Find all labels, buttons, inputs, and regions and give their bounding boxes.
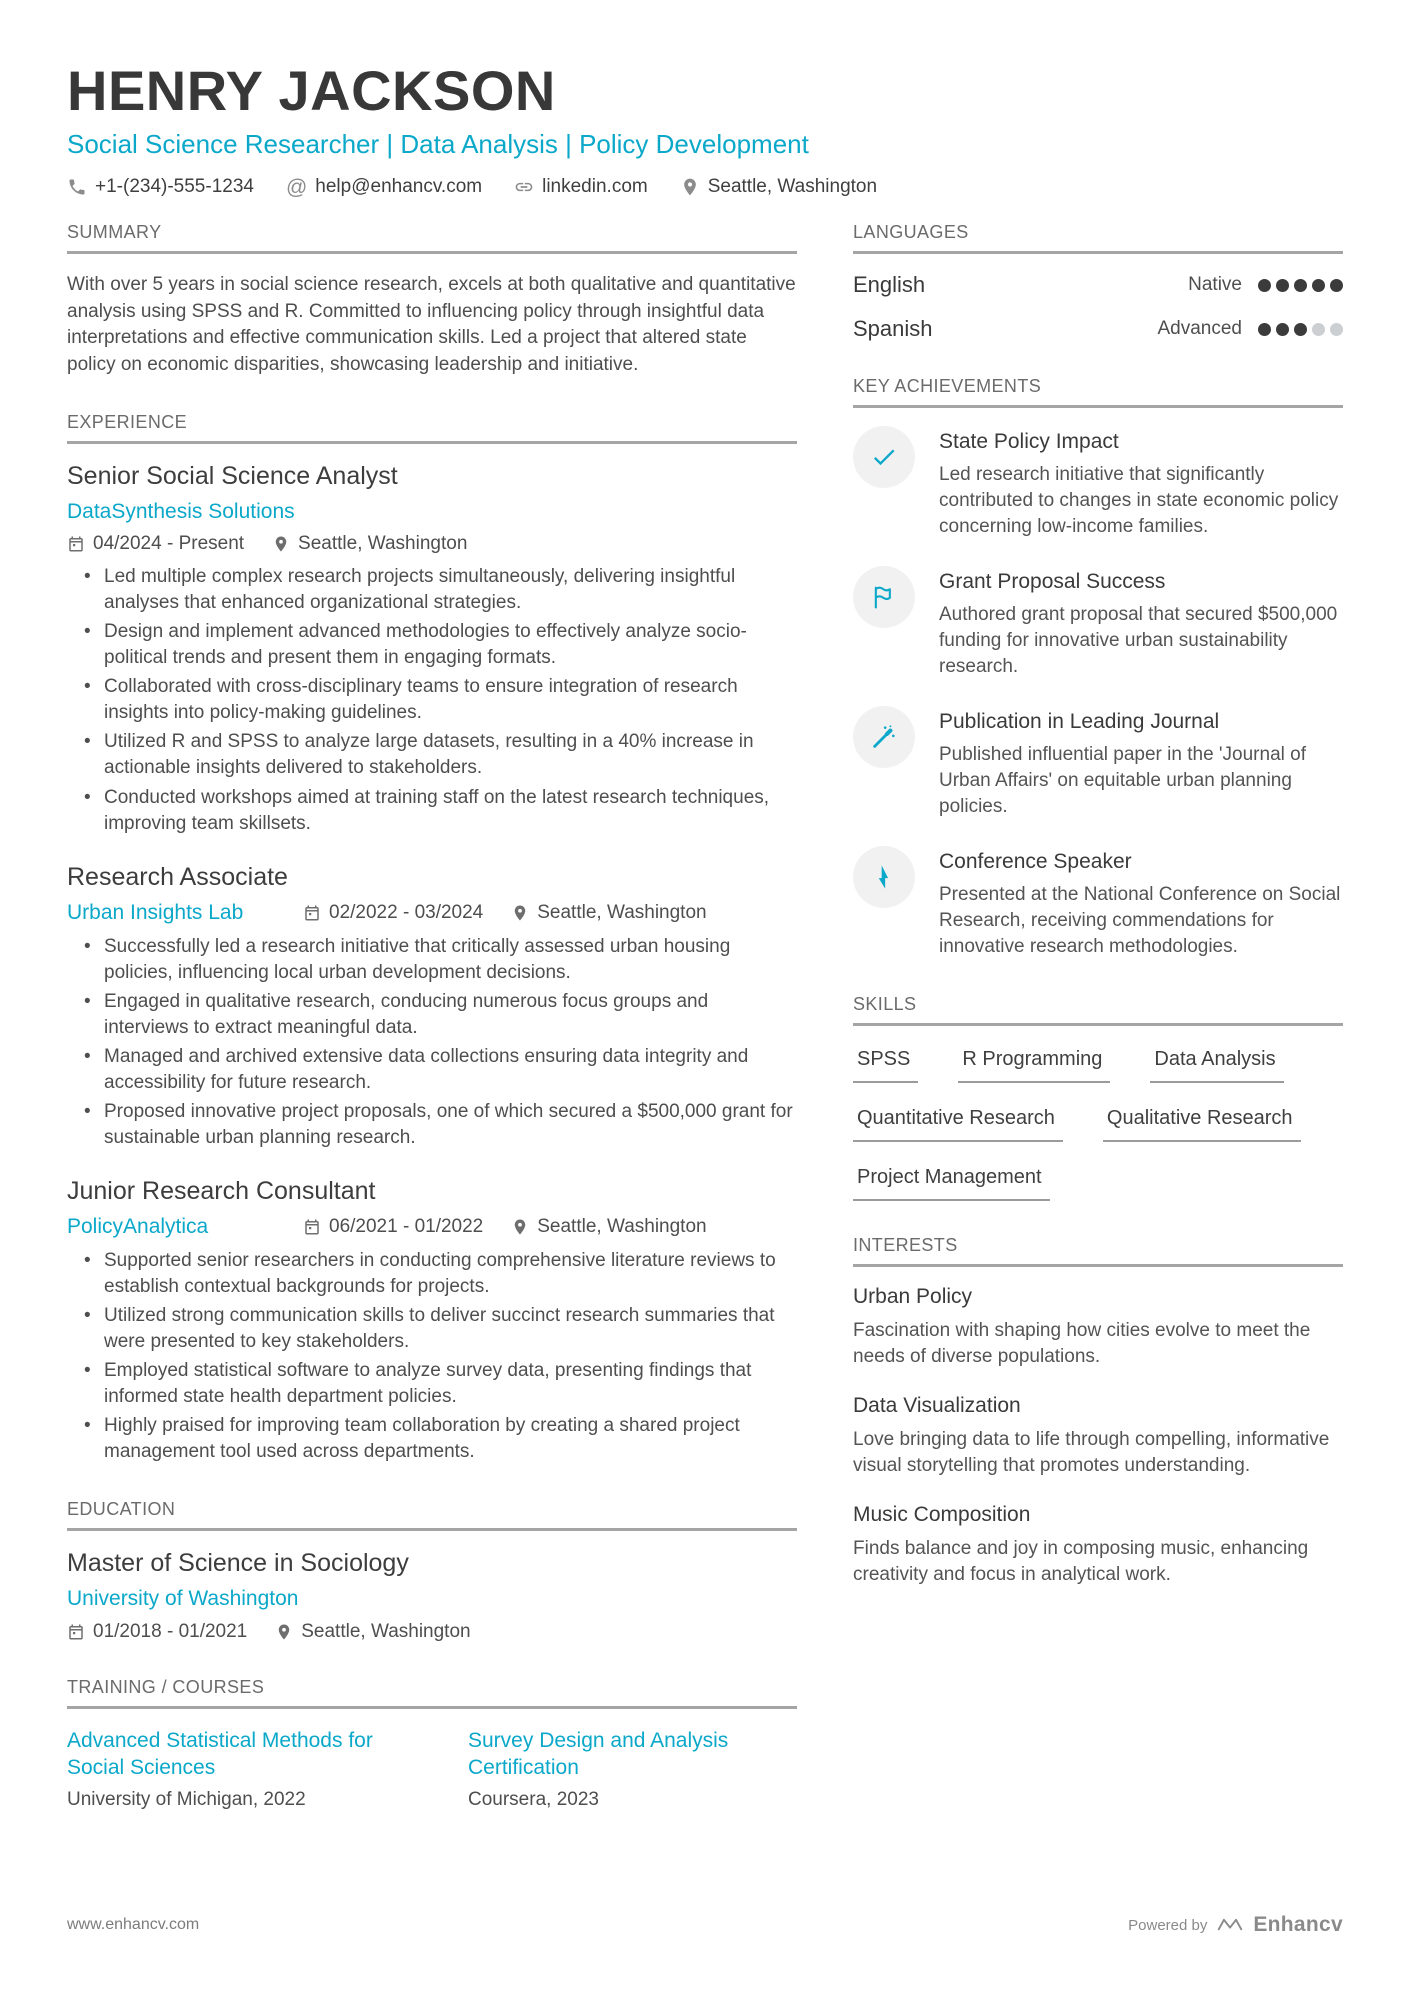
school-name: University of Washington (67, 1586, 299, 1610)
phone-number: +1-(234)-555-1234 (95, 176, 254, 197)
skill-item: Qualitative Research (1103, 1107, 1301, 1142)
powered-by[interactable] (1128, 1913, 1343, 1937)
skill-item: Data Analysis (1150, 1048, 1283, 1083)
course-item (67, 1727, 396, 1812)
at-icon: @ (285, 175, 308, 199)
interest-text: Finds balance and joy in composing music, enhancing creativity and focus in analytical work. (853, 1538, 1309, 1586)
experience-heading: EXPERIENCE (67, 412, 797, 444)
language-name: English (853, 272, 926, 297)
job-meta-row (67, 901, 797, 925)
email-address: help@enhancv.com (315, 176, 483, 197)
link-icon (514, 177, 534, 197)
education-section (67, 1499, 797, 1643)
achievement-text: Presented at the National Conference on Social Research, receiving commendations for innovative research methodologies. (939, 884, 1341, 958)
training-section (67, 1677, 797, 1812)
skill-list (853, 1044, 1343, 1201)
job-entry (67, 863, 797, 1151)
interest-text: Love bringing data to life through compelling, informative visual storytelling that promotes understanding. (853, 1429, 1330, 1477)
training-heading: TRAINING / COURSES (67, 1677, 797, 1709)
location-pin-icon (272, 535, 290, 553)
achievement-item (853, 706, 1343, 820)
course-provider: University of Michigan, 2022 (67, 1789, 306, 1811)
experience-section (67, 412, 797, 1464)
calendar-icon (67, 535, 85, 553)
job-bullets (67, 564, 797, 836)
course-list (67, 1727, 797, 1812)
left-column (67, 222, 797, 1845)
skills-section (853, 994, 1343, 1201)
job-bullets (67, 934, 797, 1151)
bolt-icon (870, 863, 898, 891)
contact-row (67, 176, 1343, 198)
summary-heading: SUMMARY (67, 222, 797, 254)
job-dates: 06/2021 - 01/2022 (303, 1216, 483, 1238)
language-row (853, 316, 1343, 342)
calendar-icon (303, 904, 321, 922)
skills-heading: SKILLS (853, 994, 1343, 1026)
interests-heading: INTERESTS (853, 1235, 1343, 1267)
job-dates: 04/2024 - Present (67, 533, 244, 555)
interest-item (853, 1503, 1343, 1588)
bullet-item: • Engaged in qualitative research, conducing numerous focus groups and interviews to extract meaningful data. (67, 989, 797, 1041)
languages-heading: LANGUAGES (853, 222, 1343, 254)
job-meta (67, 533, 797, 555)
interest-text: Fascination with shaping how cities evolve to meet the needs of diverse populations. (853, 1320, 1311, 1368)
location-contact (680, 176, 877, 198)
bullet-item: • Utilized R and SPSS to analyze large datasets, resulting in a 40% increase in actionable insights delivered to stakeholders. (67, 729, 797, 781)
bullet-item: • Conducted workshops aimed at training staff on the latest research techniques, improving team skillsets. (67, 785, 797, 837)
job-title: Junior Research Consultant (67, 1176, 376, 1205)
linkedin-url: linkedin.com (542, 176, 648, 197)
job-location: Seattle, Washington (272, 533, 467, 555)
bullet-item: • Highly praised for improving team collaboration by creating a shared project management tool used across departments. (67, 1413, 797, 1465)
interest-title: Music Composition (853, 1503, 1031, 1527)
bullet-item: • Employed statistical software to analyze survey data, presenting findings that informed state health department policies. (67, 1358, 797, 1410)
right-column (853, 222, 1343, 1845)
language-row (853, 272, 1343, 298)
location-pin-icon (511, 1218, 529, 1236)
bullet-item: • Supported senior researchers in conducting comprehensive literature reviews to establish contextual backgrounds for projects. (67, 1248, 797, 1300)
course-provider: Coursera, 2023 (468, 1789, 599, 1811)
achievement-item (853, 566, 1343, 680)
phone-icon (67, 177, 87, 197)
calendar-icon (67, 1623, 85, 1641)
languages-section (853, 222, 1343, 342)
language-level: Native (1188, 274, 1242, 295)
education-location: Seattle, Washington (275, 1621, 470, 1643)
education-dates: 01/2018 - 01/2021 (67, 1621, 247, 1643)
job-meta-row (67, 1215, 797, 1239)
achievement-item (853, 426, 1343, 540)
summary-text: With over 5 years in social science research, excels at both qualitative and quantitative analysis using SPSS and R. Committed to influencing policy through insightful data interpretations and effective communication skills. Led a project that altered state policy on economic disparities, showcasing leadership and initiative. (67, 274, 796, 375)
enhancv-site-link[interactable]: www.enhancv.com (67, 1916, 200, 1933)
headline: Social Science Researcher | Data Analysis | Policy Development (67, 129, 809, 159)
achievements-heading: KEY ACHIEVEMENTS (853, 376, 1343, 408)
check-icon (870, 443, 898, 471)
job-entry (67, 462, 797, 836)
bullet-item: • Proposed innovative project proposals, one of which secured a $500,000 grant for sustainable urban planning research. (67, 1099, 797, 1151)
bullet-item: • Successfully led a research initiative that critically assessed urban housing policies, influencing local urban development decisions. (67, 934, 797, 986)
achievement-title: Grant Proposal Success (939, 570, 1166, 594)
job-title: Senior Social Science Analyst (67, 462, 398, 491)
two-column-layout (67, 222, 1343, 1845)
proficiency-dots (1258, 279, 1343, 292)
resume-header (67, 58, 1343, 198)
education-meta (67, 1621, 797, 1643)
summary-section (67, 222, 797, 378)
achievement-title: Publication in Leading Journal (939, 710, 1220, 734)
achievements-section (853, 376, 1343, 960)
bullet-item: • Managed and archived extensive data collections ensuring data integrity and accessibility for future research. (67, 1044, 797, 1096)
course-title: Advanced Statistical Methods for Social Sciences (67, 1728, 373, 1780)
job-title: Research Associate (67, 862, 288, 891)
wand-icon (870, 723, 898, 751)
skill-item: R Programming (958, 1048, 1110, 1083)
achievement-text: Authored grant proposal that secured $500,000 funding for innovative urban sustainability research. (939, 604, 1338, 678)
interest-title: Data Visualization (853, 1394, 1021, 1418)
skill-item: Project Management (853, 1166, 1050, 1201)
phone-contact[interactable] (67, 176, 254, 198)
page-footer (67, 1913, 1343, 1937)
interest-item (853, 1285, 1343, 1370)
job-dates: 02/2022 - 03/2024 (303, 902, 483, 924)
powered-by-label: Powered by (1128, 1916, 1208, 1934)
linkedin-contact[interactable] (514, 176, 648, 198)
bullet-item: • Design and implement advanced methodologies to effectively analyze socio-political trends and present them in engaging formats. (67, 619, 797, 671)
skill-item: SPSS (853, 1048, 918, 1083)
achievement-text: Led research initiative that significantly contributed to changes in state economic policy concerning low-income families. (939, 464, 1339, 538)
degree-title: Master of Science in Sociology (67, 1548, 409, 1577)
location-pin-icon (275, 1623, 293, 1641)
achievement-text: Published influential paper in the 'Journal of Urban Affairs' on equitable urban planning policies. (939, 744, 1306, 818)
course-title: Survey Design and Analysis Certification (468, 1728, 729, 1780)
company-name: Urban Insights Lab (67, 900, 244, 924)
course-item (468, 1727, 797, 1812)
job-bullets (67, 1248, 797, 1465)
enhancv-logo-icon (1217, 1916, 1243, 1934)
skill-item: Quantitative Research (853, 1107, 1063, 1142)
interest-title: Urban Policy (853, 1285, 973, 1309)
job-entry (67, 1177, 797, 1465)
location-text: Seattle, Washington (707, 176, 878, 197)
bullet-item: • Led multiple complex research projects simultaneously, delivering insightful analyses that enhanced organizational strategies. (67, 564, 797, 616)
interest-item (853, 1394, 1343, 1479)
location-pin-icon (511, 904, 529, 922)
language-name: Spanish (853, 316, 933, 341)
company-name: PolicyAnalytica (67, 1214, 209, 1238)
company-name: DataSynthesis Solutions (67, 500, 295, 524)
interests-section (853, 1235, 1343, 1588)
proficiency-dots (1258, 323, 1343, 336)
bullet-item: • Collaborated with cross-disciplinary teams to ensure integration of research insights into policy-making guidelines. (67, 674, 797, 726)
language-level: Advanced (1157, 318, 1242, 339)
person-name: HENRY JACKSON (67, 59, 556, 122)
calendar-icon (303, 1218, 321, 1236)
education-heading: EDUCATION (67, 1499, 797, 1531)
location-pin-icon (680, 177, 700, 197)
job-location: Seattle, Washington (511, 1216, 706, 1238)
flag-icon (870, 583, 898, 611)
job-location: Seattle, Washington (511, 902, 706, 924)
enhancv-brand-name: Enhancv (1253, 1913, 1343, 1936)
achievement-title: Conference Speaker (939, 850, 1132, 874)
achievement-item (853, 846, 1343, 960)
bullet-item: • Utilized strong communication skills to deliver succinct research summaries that were presented to key stakeholders. (67, 1303, 797, 1355)
achievement-title: State Policy Impact (939, 430, 1119, 453)
email-contact[interactable] (286, 176, 482, 198)
